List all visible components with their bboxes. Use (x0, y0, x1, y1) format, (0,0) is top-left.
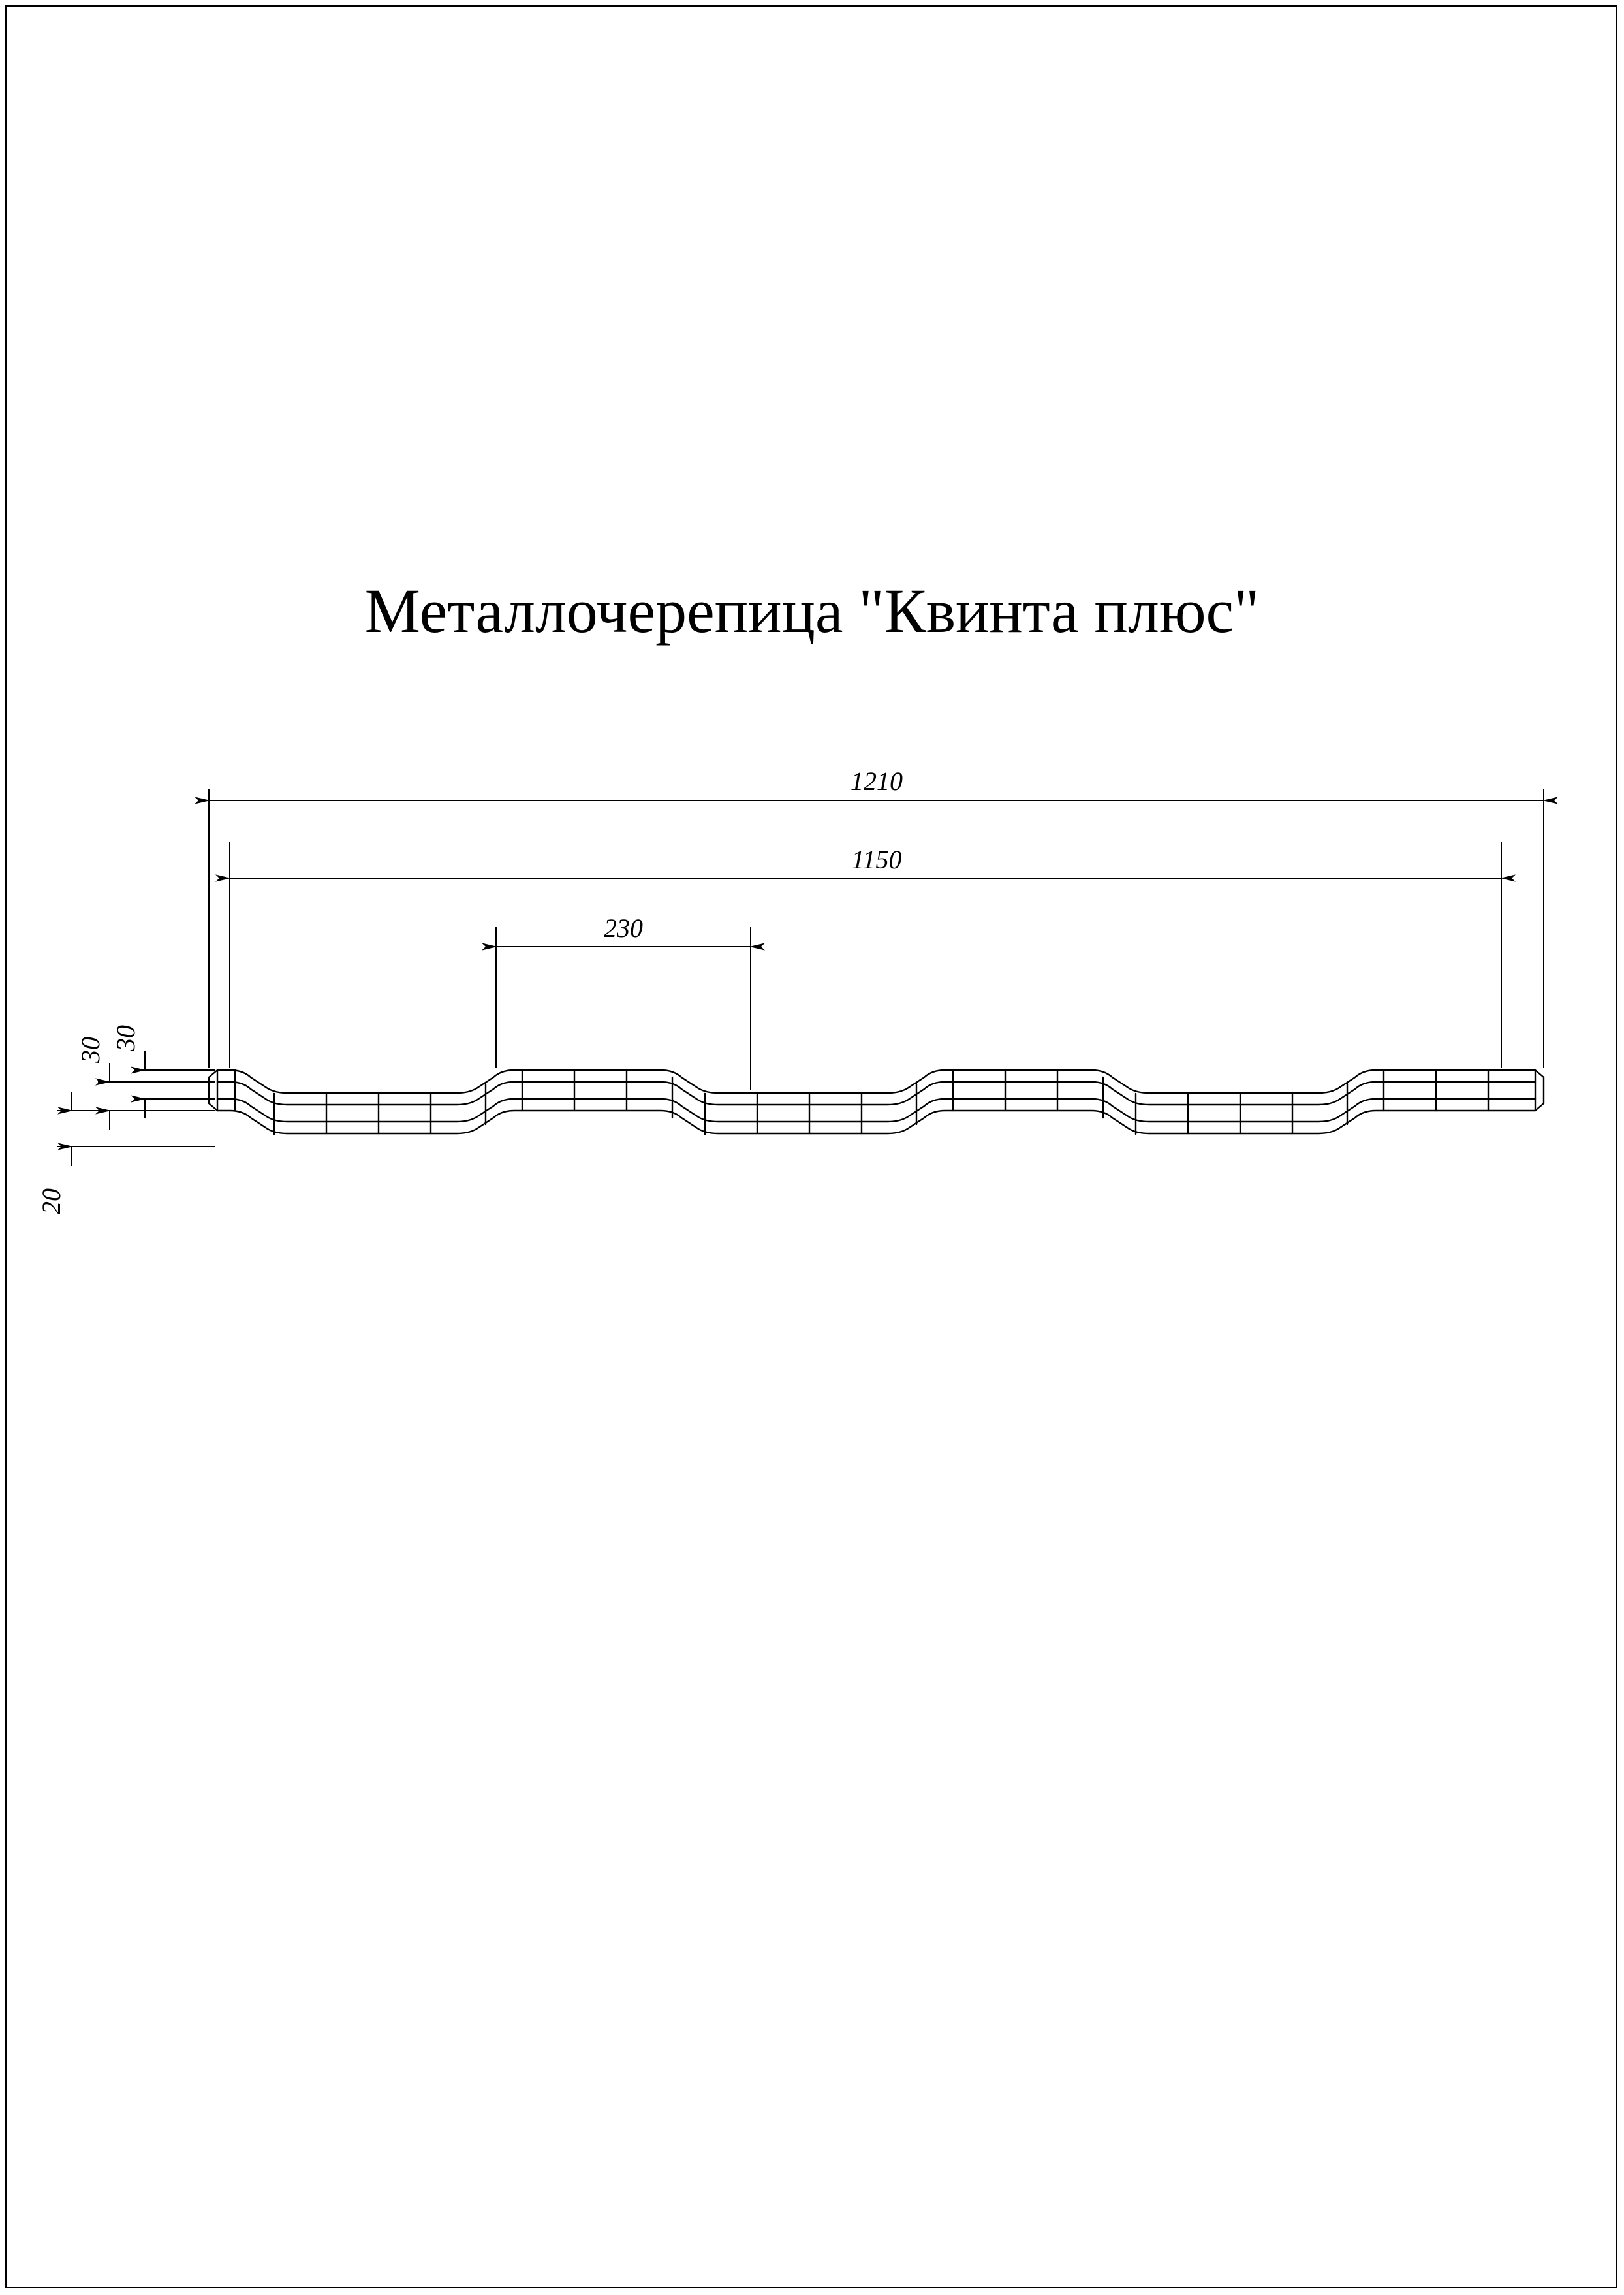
dimension-1150-label: 1150 (851, 845, 902, 874)
profile-ribs (235, 1070, 1488, 1134)
page-title: Металлочерепица "Квинта плюс" (364, 576, 1260, 646)
dimension-230 (496, 927, 751, 1090)
dimension-30-inner-label: 30 (111, 1025, 140, 1051)
technical-drawing (0, 770, 1624, 1358)
dimension-30-outer (98, 1063, 215, 1130)
profile-outline (209, 1070, 1544, 1134)
dimension-20-label: 20 (37, 1188, 66, 1214)
dimension-1150 (230, 842, 1501, 1068)
dimension-30-outer-label: 30 (76, 1037, 105, 1063)
dimension-1210-label: 1210 (851, 770, 903, 796)
dimension-1210 (209, 789, 1544, 1068)
dimension-230-label: 230 (604, 913, 643, 943)
dimension-20 (57, 1092, 215, 1166)
dimension-30-inner (134, 1051, 215, 1118)
